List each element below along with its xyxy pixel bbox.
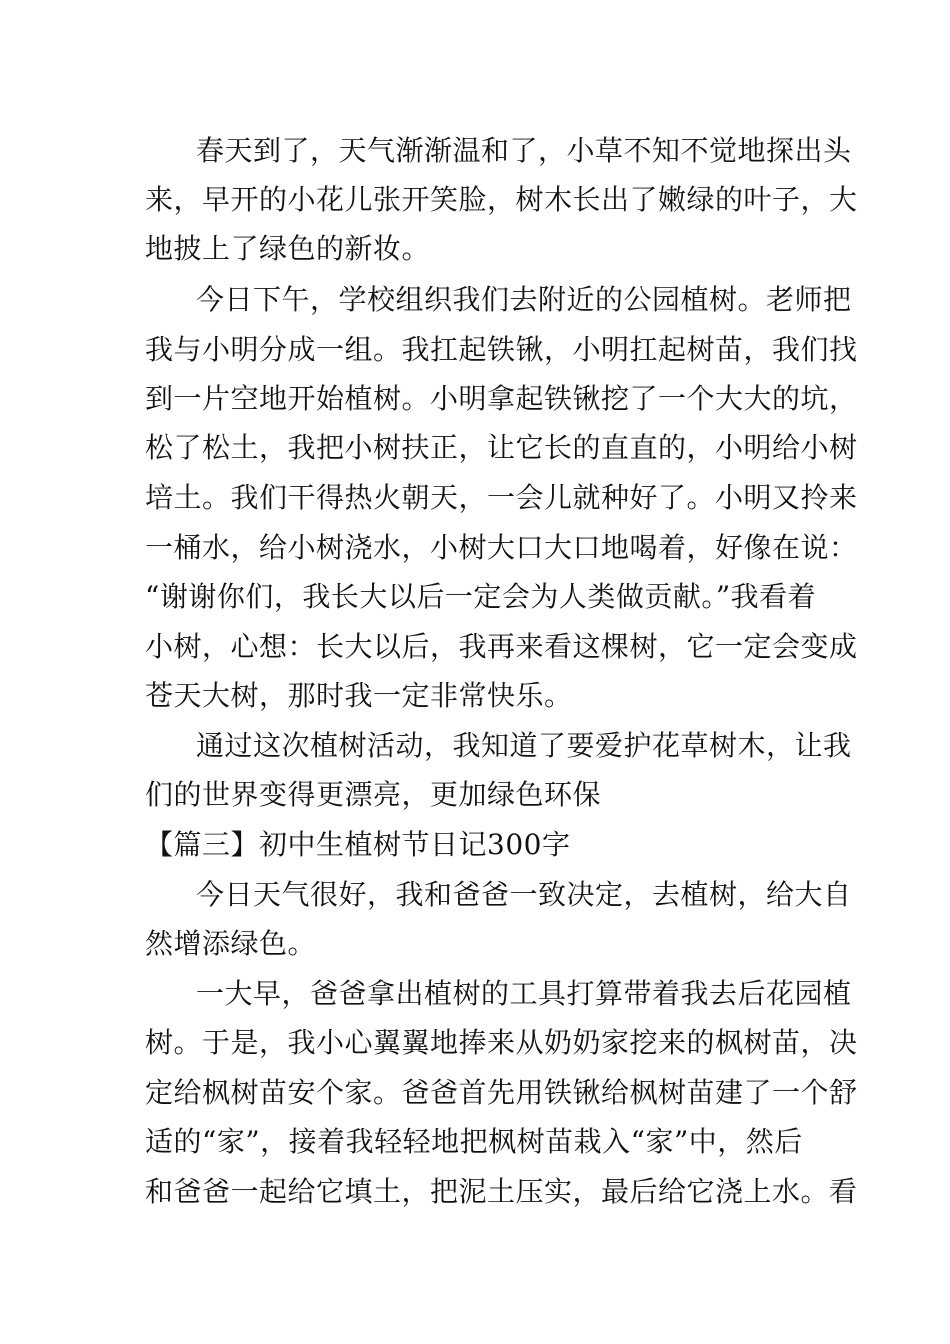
text-line: 来，早开的小花儿张开笑脸，树木长出了嫩绿的叶子，大 (145, 183, 858, 216)
text-line: 松了松土，我把小树扶正，让它长的直直的，小明给小树 (145, 431, 858, 464)
text-line: 苍天大树，那时我一定非常快乐。 (145, 679, 573, 712)
text-line: 地披上了绿色的新妆。 (145, 232, 431, 265)
text-line: 定给枫树苗安个家。爸爸首先用铁锹给枫树苗建了一个舒 (145, 1076, 858, 1109)
text-line: 树。于是，我小心翼翼地捧来从奶奶家挖来的枫树苗，决 (145, 1026, 858, 1059)
text-line: 适的“家”，接着我轻轻地把枫树苗栽入“家”中，然后 (145, 1125, 803, 1158)
text-line: 今日天气很好，我和爸爸一致决定，去植树，给大自 (196, 878, 852, 911)
text-line: 通过这次植树活动，我知道了要爱护花草树木，让我 (196, 729, 852, 762)
text-line: 春天到了，天气渐渐温和了，小草不知不觉地探出头 (196, 134, 852, 167)
text-line: 们的世界变得更漂亮，更加绿色环保 (145, 778, 602, 811)
text-line: 和爸爸一起给它填土，把泥土压实，最后给它浇上水。看 (145, 1175, 858, 1208)
text-line: 一桶水，给小树浇水，小树大口大口地喝着，好像在说： (145, 531, 858, 564)
text-line: 培土。我们干得热火朝天，一会儿就种好了。小明又拎来 (145, 481, 858, 514)
text-line: “谢谢你们，我长大以后一定会为人类做贡献。”我看着 (145, 580, 817, 613)
text-line: 今日下午，学校组织我们去附近的公园植树。老师把 (196, 283, 852, 316)
text-line: 一大早，爸爸拿出植树的工具打算带着我去后花园植 (196, 977, 852, 1010)
text-line: 我与小明分成一组。我扛起铁锹，小明扛起树苗，我们找 (145, 333, 858, 366)
section-heading: 【篇三】初中生植树节日记300字 (145, 828, 571, 861)
text-line: 然增添绿色。 (145, 927, 317, 960)
text-line: 到一片空地开始植树。小明拿起铁锹挖了一个大大的坑， (145, 382, 858, 415)
text-line: 小树，心想：长大以后，我再来看这棵树，它一定会变成 (145, 630, 858, 663)
